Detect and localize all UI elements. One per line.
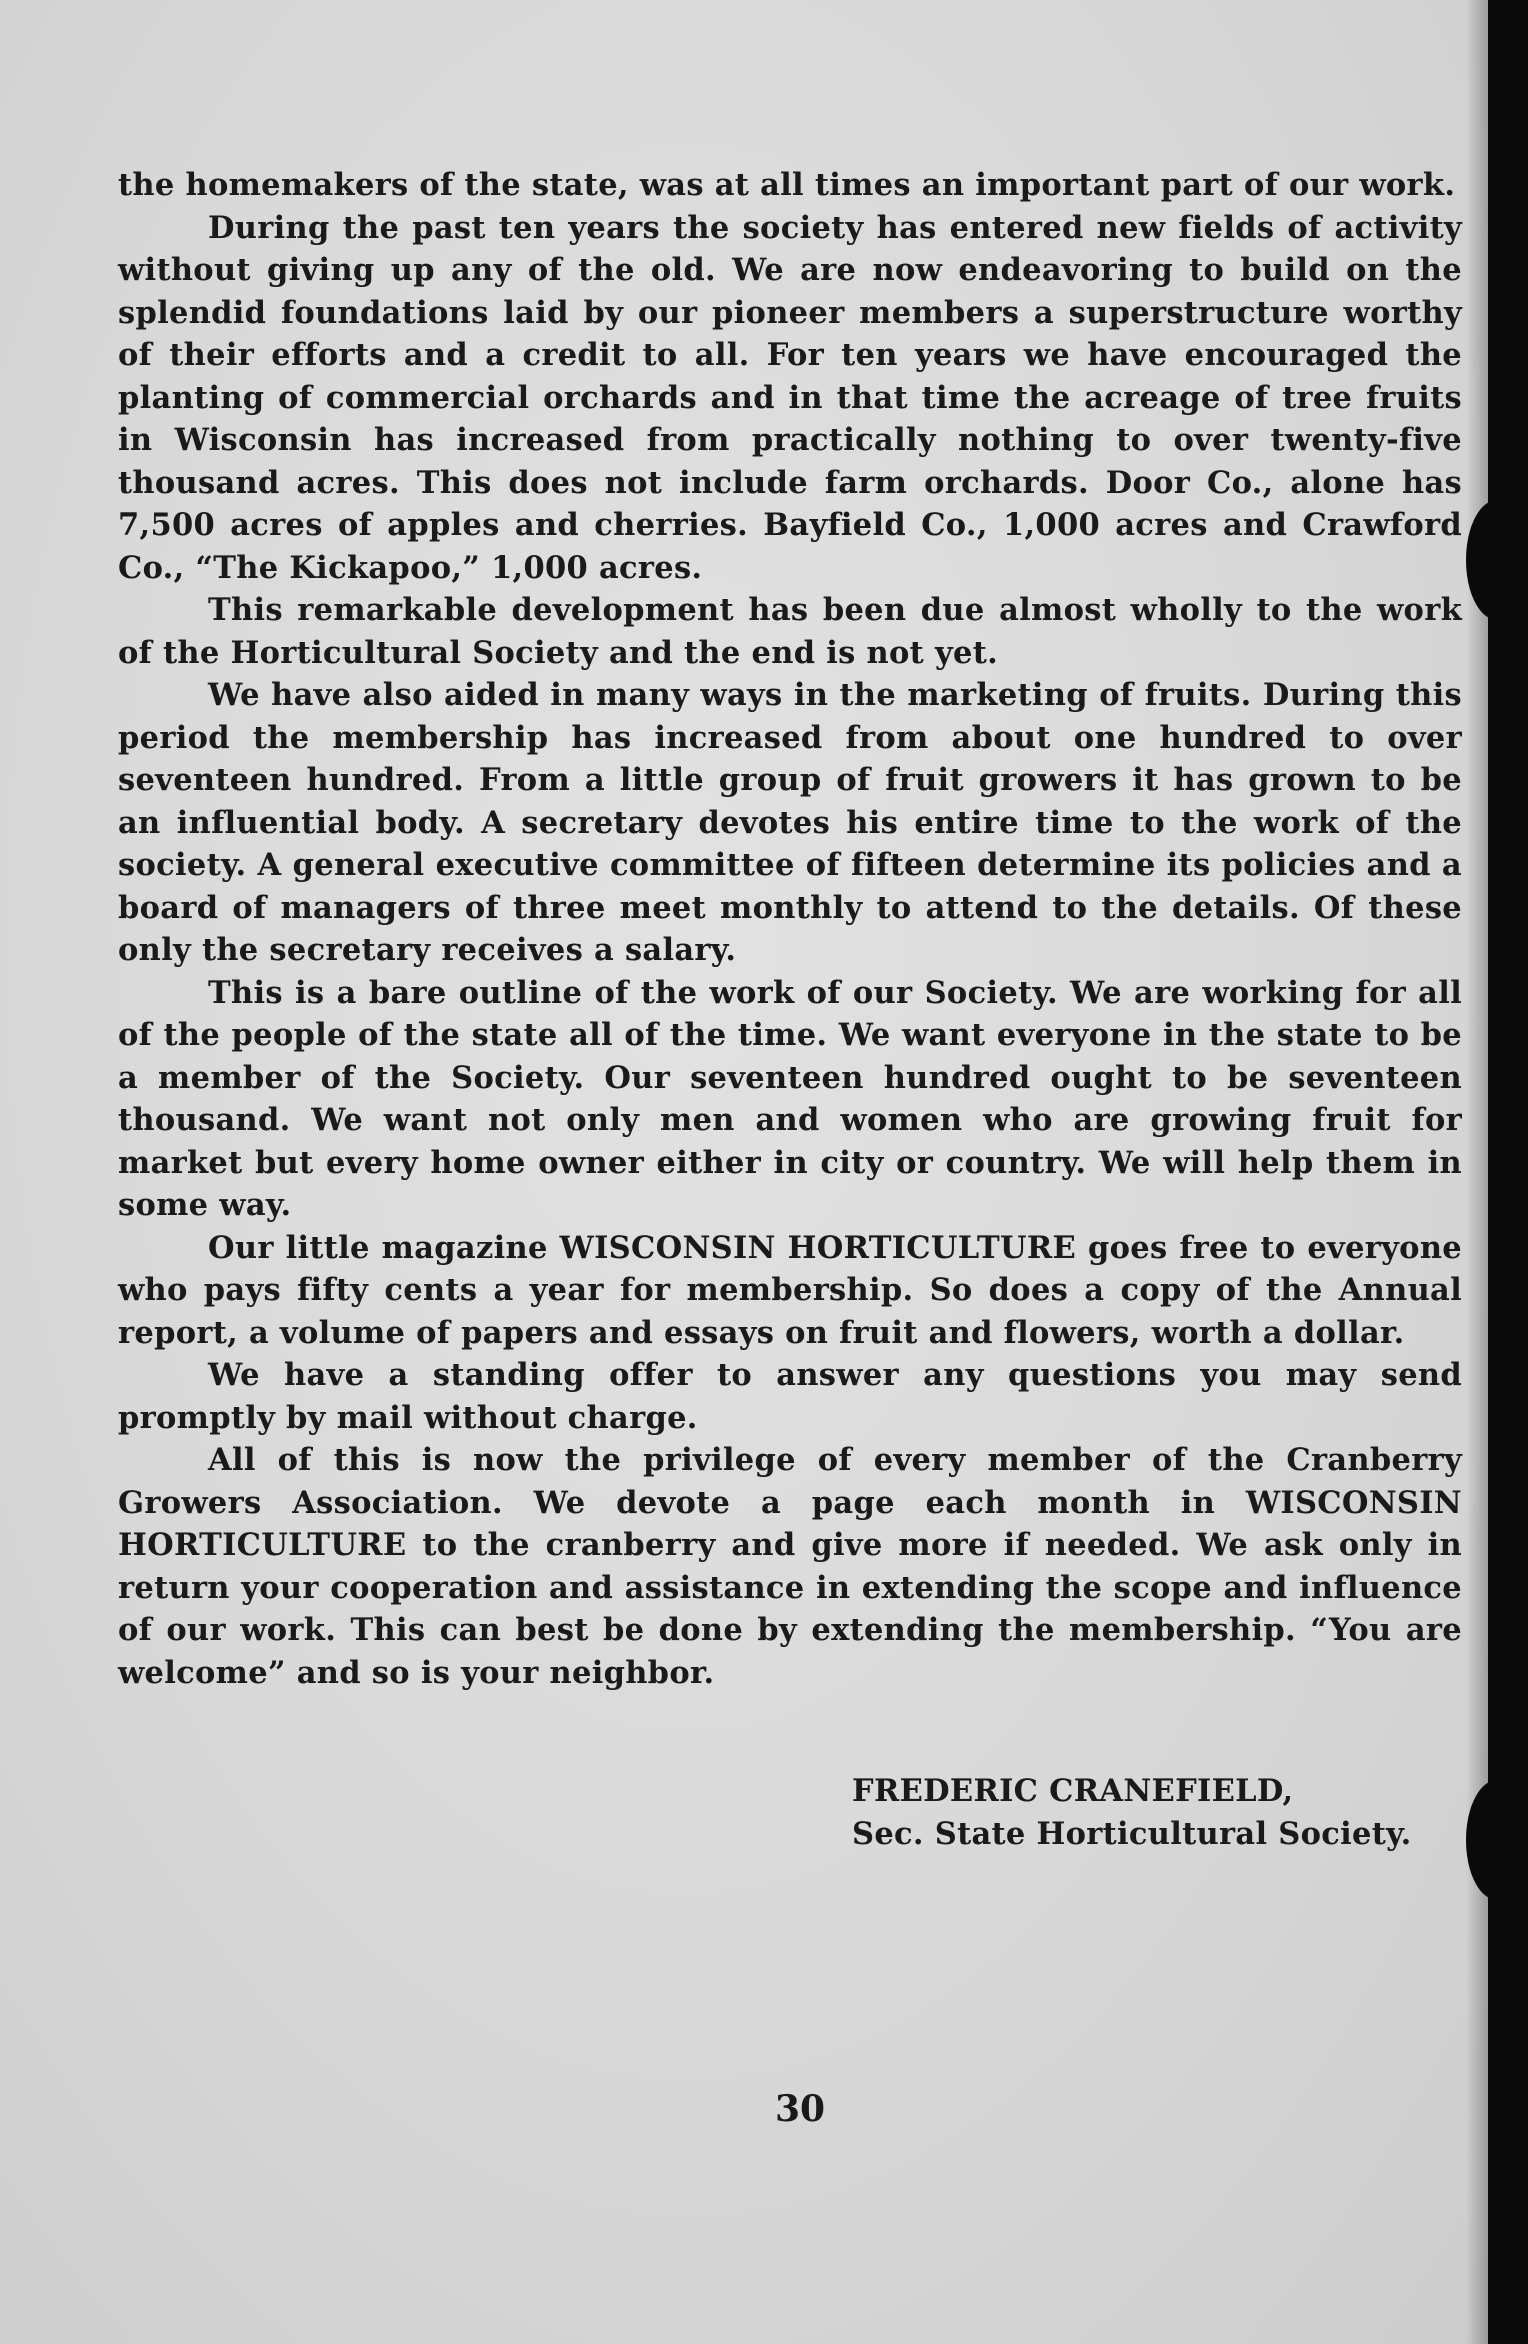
- paragraph: This remarkable development has been due almost wholly to the work of the Horticultural Society and the end is not yet.: [118, 592, 1462, 671]
- paragraph: Our little magazine WISCONSIN HORTICULTURE goes free to everyone who pays fifty cents a year for membership. So does a copy of the Annual report, a volume of papers and essays on fruit and flowers, worth a dollar.: [118, 1229, 1462, 1351]
- punch-hole-icon: [1466, 500, 1528, 620]
- page-number: 30: [774, 2088, 826, 2130]
- paragraph: This is a bare outline of the work of our Society. We are working for all of the people of the state all of the time. We want everyone in the state to be a member of the Society. Our seventeen hundred ought to be seventeen thousand. We want not only men and women who are growing fruit for market but every home owner either in city or country. We will help them in some way.: [118, 974, 1462, 1223]
- binding-edge: [1488, 0, 1528, 2344]
- paragraph: During the past ten years the society has entered new fields of activity without giving up any of the old. We are now endeavoring to build on the splendid foundations laid by our pioneer members a superstructure worthy of their efforts and a credit to all. For ten years we have encouraged the planting of commercial orchards and in that time the acreage of tree fruits in Wisconsin has increased from practically nothing to over twenty-five thousand acres. This does not include farm orchards. Door Co., alone has 7,500 acres of apples and cherries. Bayfield Co., 1,000 acres and Crawford Co., “The Kickapoo,” 1,000 acres.: [118, 209, 1462, 586]
- binding-shadow: [1466, 0, 1488, 2344]
- paragraph: All of this is now the privilege of every member of the Cranberry Growers Association. We devote a page each month in WISCONSIN HORTICULTURE to the cranberry and give more if needed. We ask only in return your cooperation and assistance in extending the scope and influence of our work. This can best be done by extending the membership. “You are welcome” and so is your neighbor.: [118, 1442, 1462, 1691]
- signature-block: [852, 1770, 1412, 1855]
- signature-name: FREDERIC CRANEFIELD,: [852, 1773, 1294, 1809]
- paragraph: We have also aided in many ways in the marketing of fruits. During this period the membership has increased from about one hundred to over seventeen hundred. From a little group of fruit growers it has grown to be an influential body. A secretary devotes his entire time to the work of the society. A general executive committee of fifteen determine its policies and a board of managers of three meet monthly to attend to the details. Of these only the secretary receives a salary.: [118, 677, 1462, 968]
- paragraph: We have a standing offer to answer any questions you may send promptly by mail without charge.: [118, 1357, 1462, 1436]
- punch-hole-icon: [1466, 1780, 1528, 1900]
- body-text: [118, 164, 1462, 1694]
- signature-title: Sec. State Horticultural Society.: [852, 1815, 1412, 1852]
- paragraph: the homemakers of the state, was at all times an important part of our work.: [118, 167, 1456, 203]
